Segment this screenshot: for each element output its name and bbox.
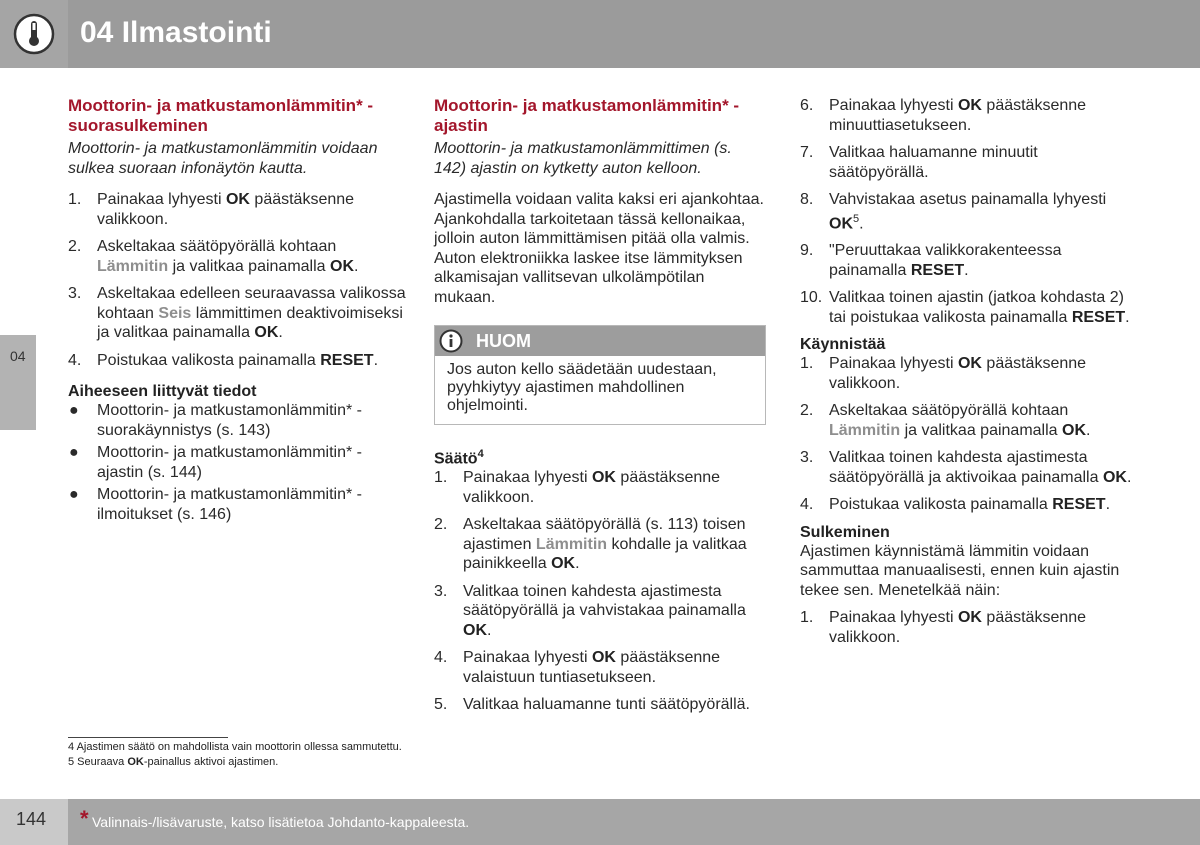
list-item [800, 288, 1140, 327]
step-key: OK [1102, 468, 1127, 486]
sulkeminen-body: Ajastimen käynnistämä lämmitin voidaan sammuttaa manuaalisesti, ennen kuin ajastin tekee sen. Menetelkää näin: [800, 542, 1120, 599]
step-text: Askeltakaa edelleen seuraavassa valikossa kohtaan [97, 285, 406, 322]
bullet-icon: ● [69, 402, 79, 419]
step-key: RESET [910, 261, 965, 279]
step-text: Askeltakaa säätöpyörällä kohtaan [97, 238, 337, 255]
section-intro: Moottorin- ja matkustamonlämmitin voidaan sulkea suoraan infonäytön kautta. [68, 140, 378, 177]
menu-option: Lämmitin [97, 257, 169, 275]
step-number: 3. [434, 582, 448, 600]
step-number: 4. [434, 649, 448, 667]
step-text: . [1105, 496, 1111, 514]
footnote-4: 4 Ajastimen säätö on mahdollista vain moottorin ollessa sammutettu. [68, 741, 402, 753]
column-1 [68, 96, 408, 527]
page-number-box [0, 799, 68, 845]
step-text: Valitkaa toinen kahdesta ajastimesta säätöpyörällä ja aktivoikaa painamalla [829, 449, 1103, 486]
step-key: OK [957, 355, 982, 373]
kaynnistaa-steps [800, 354, 1140, 515]
step-key: RESET [1052, 496, 1106, 514]
steps-list [434, 468, 768, 715]
related-list [68, 401, 408, 524]
step-text: Vahvistakaa asetus painamalla lyhyesti [829, 191, 1107, 208]
step-number: 1. [800, 609, 814, 627]
footnote-key: OK [127, 756, 144, 768]
list-item [800, 96, 1140, 135]
step-text: . [1086, 421, 1091, 439]
step-text: Askeltakaa säätöpyörällä (s. 113) toisen ajastimen [463, 516, 746, 553]
step-text: päästäksenne minuuttiasetukseen. [829, 97, 1087, 134]
menu-option: Lämmitin [535, 535, 608, 553]
step-key: OK [591, 469, 616, 487]
step-key: RESET [320, 351, 374, 369]
footnote-divider [68, 737, 228, 738]
list-item [434, 515, 768, 574]
chapter-header [0, 0, 1200, 68]
bullet-icon: ● [69, 486, 79, 503]
step-number: 3. [800, 449, 814, 467]
step-text: päästäksenne valikkoon. [97, 191, 355, 228]
chapter-side-tab-label: 04 [10, 348, 26, 364]
step-number: 6. [800, 97, 814, 114]
page-number: 144 [16, 809, 47, 829]
section-intro: Moottorin- ja matkustamonlämmittimen (s. 142) ajastin on kytketty auton kelloon. [434, 140, 732, 177]
footnote-ref[interactable]: 4 [477, 448, 484, 460]
footnote-ref[interactable]: 5 [853, 212, 860, 225]
list-item [68, 237, 408, 276]
section-body: Ajastimella voidaan valita kaksi eri ajankohtaa. Ajankohdalla tarkoitetaan tässä kellonaikaa, jolloin auton lämmittämisen pitää olla valmis. Auton elektroniikka laskee itse lämmityksen alkamisajan vallitsevan ulkolämpötilan mukaan. [434, 191, 764, 306]
step-text: Valitkaa toinen ajastin (jatkoa kohdasta 2) tai poistukaa valikosta painamalla [829, 289, 1124, 326]
sulkeminen-heading: Sulkeminen [800, 523, 890, 541]
list-item [68, 190, 408, 229]
saato-heading [434, 445, 768, 468]
list-item [68, 351, 408, 371]
step-key: OK [1062, 421, 1086, 439]
step-number: 2. [68, 238, 82, 255]
step-text: "Peruuttakaa valikkorakenteessa painamalla [829, 242, 1062, 279]
step-number: 8. [800, 191, 814, 208]
menu-option: Seis [158, 304, 192, 322]
menu-option: Lämmitin [829, 421, 901, 439]
list-item [800, 241, 1140, 280]
step-number: 1. [434, 469, 448, 487]
optional-star-icon: * [80, 806, 89, 831]
bullet-icon: ● [69, 444, 79, 461]
thermometer-icon [13, 13, 55, 55]
step-text: . [487, 621, 492, 639]
related-link[interactable] [68, 485, 408, 524]
step-number: 7. [800, 144, 814, 161]
step-number: 3. [68, 285, 82, 302]
list-item [800, 190, 1140, 233]
step-text: . [278, 324, 283, 341]
column-2 [434, 96, 768, 723]
related-link-text: Moottorin- ja matkustamonlämmitin* - ilmoitukset (s. 146) [97, 486, 362, 523]
step-text: Painakaa lyhyesti [829, 97, 958, 114]
note-text: Jos auton kello säädetään uudestaan, pyyhkiytyy ajastimen mahdollinen ohjelmointi. [447, 361, 717, 414]
step-text: Painakaa lyhyesti [829, 355, 958, 373]
related-link[interactable] [68, 443, 408, 482]
step-text: Valitkaa haluamanne tunti säätöpyörällä. [463, 696, 750, 714]
list-item [800, 401, 1140, 440]
section-heading-ajastin: Moottorin- ja matkustamonlämmitin* - ajastin [434, 96, 740, 135]
list-item [434, 582, 768, 641]
footnote-text: 5 Seuraava [68, 756, 128, 768]
list-item [434, 648, 768, 687]
step-text: päästäksenne valikkoon. [463, 469, 721, 506]
note-header [435, 326, 765, 356]
step-number: 2. [434, 516, 448, 534]
step-text: Valitkaa toinen kahdesta ajastimesta säätöpyörällä ja vahvistakaa painamalla [463, 582, 746, 620]
step-key: OK [957, 609, 982, 627]
step-text: Valitkaa haluamanne minuutit säätöpyörällä. [829, 144, 1038, 181]
step-text: lämmittimen deaktivoimiseksi ja valitkaa painamalla [97, 304, 403, 341]
steps-list-continued [800, 96, 1140, 327]
related-link-text: Moottorin- ja matkustamonlämmitin* - suorakäynnistys (s. 143) [97, 402, 362, 439]
step-number: 5. [434, 696, 448, 714]
steps-list [68, 190, 408, 370]
list-item [434, 468, 768, 507]
note-title: HUOM [476, 331, 531, 351]
list-item [800, 608, 1140, 647]
step-key: OK [591, 649, 616, 667]
step-text: . [859, 214, 864, 232]
step-key: OK [551, 555, 576, 573]
saato-heading-text: Säätö [434, 450, 478, 468]
step-key: OK [330, 257, 354, 275]
step-text: ja valitkaa painamalla [168, 257, 330, 275]
step-number: 9. [800, 242, 814, 260]
step-number: 4. [68, 351, 82, 369]
step-text: päästäksenne valikkoon. [829, 609, 1087, 646]
step-key: OK [463, 621, 487, 639]
info-icon [439, 329, 463, 353]
step-text: päästäksenne valaistuun tuntiasetukseen. [463, 649, 721, 686]
related-link[interactable] [68, 401, 408, 440]
step-text: ja valitkaa painamalla [900, 421, 1062, 439]
note-box [434, 325, 766, 425]
list-item [800, 354, 1140, 393]
list-item [800, 143, 1140, 182]
step-text: Painakaa lyhyesti [463, 469, 592, 487]
step-key: OK [225, 191, 250, 208]
column-3 [800, 96, 1140, 655]
step-text: Painakaa lyhyesti [97, 191, 226, 208]
footnote-5 [68, 756, 278, 769]
step-number: 1. [800, 355, 814, 373]
sulkeminen-steps [800, 608, 1140, 647]
list-item [800, 448, 1140, 487]
step-text: Askeltakaa säätöpyörällä kohtaan [829, 402, 1069, 420]
related-heading: Aiheeseen liittyvät tiedot [68, 383, 257, 400]
step-text: Painakaa lyhyesti [829, 609, 958, 627]
step-key: OK [829, 214, 853, 232]
step-key: OK [957, 97, 982, 114]
step-text: . [575, 555, 580, 573]
step-text: . [1125, 308, 1130, 326]
chapter-icon-box [0, 0, 68, 68]
page-footer [0, 799, 1200, 845]
step-text: päästäksenne valikkoon. [829, 355, 1087, 392]
step-key: RESET [1071, 308, 1126, 326]
step-number: 4. [800, 496, 814, 514]
kaynnistaa-heading: Käynnistää [800, 336, 886, 354]
section-heading-suorasulkeminen: Moottorin- ja matkustamonlämmitin* - suorasulkeminen [68, 96, 374, 135]
step-text: . [373, 351, 379, 369]
step-number: 1. [68, 191, 82, 208]
step-text: . [1126, 468, 1132, 486]
step-text: . [964, 261, 969, 279]
step-text: . [354, 257, 359, 275]
footer-note: Valinnais-/lisävaruste, katso lisätietoa Johdanto-kappaleesta. [92, 814, 470, 830]
list-item [800, 495, 1140, 515]
step-number: 2. [800, 402, 814, 420]
related-link-text: Moottorin- ja matkustamonlämmitin* - ajastin (s. 144) [97, 444, 362, 481]
step-text: Painakaa lyhyesti [463, 649, 592, 667]
footnote-text: -painallus aktivoi ajastimen. [143, 756, 279, 768]
step-text: kohdalle ja valitkaa painikkeella [463, 535, 747, 573]
list-item [434, 695, 768, 715]
chapter-title: 04 Ilmastointi [80, 16, 272, 49]
step-text: Poistukaa valikosta painamalla [829, 496, 1053, 514]
step-text: Poistukaa valikosta painamalla [97, 351, 321, 369]
step-number: 10. [800, 289, 823, 307]
list-item [68, 284, 408, 343]
step-key: OK [254, 324, 279, 341]
